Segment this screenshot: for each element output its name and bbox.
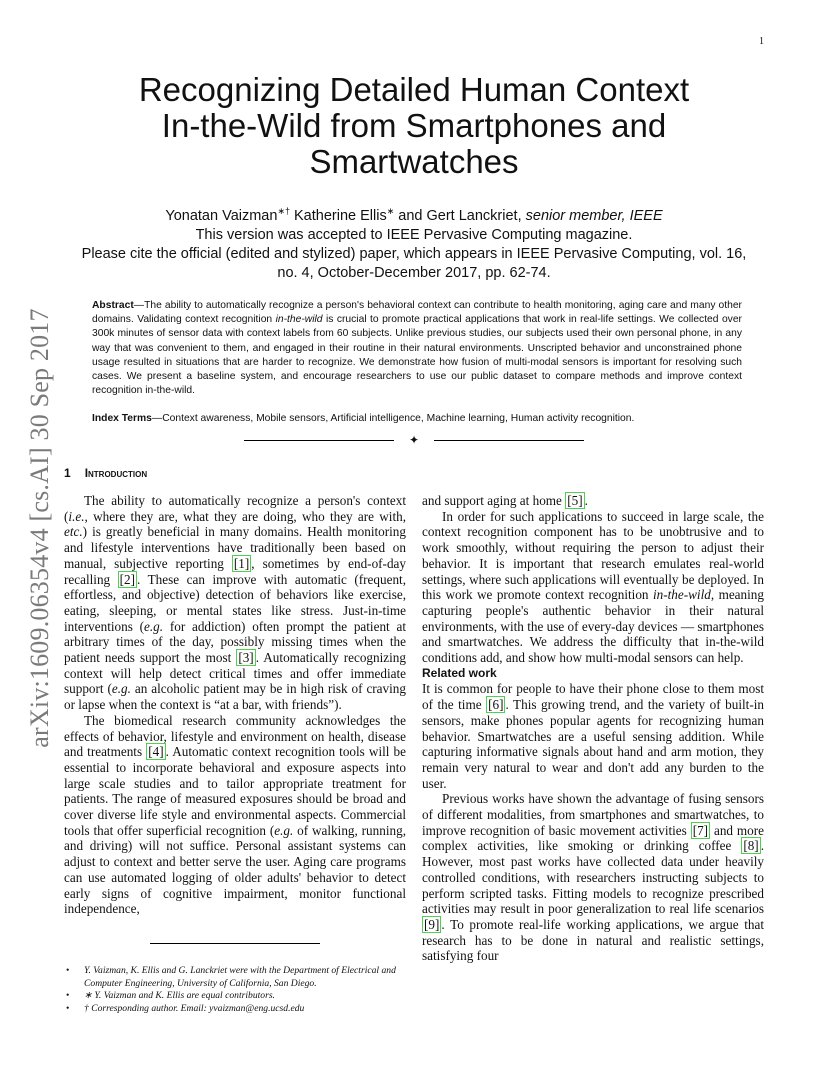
text-span: of walking, running, and driving) will not suffice. Personal assistant systems can adjust to context and better serve the user. Aging care programs can use automated logging of older adults' behavior to detect early signs of cognitive impairment, monitor functional independence, [64, 822, 406, 917]
section-divider [244, 433, 584, 447]
text-span: and more complex activities, like smoking or drinking coffee [422, 822, 764, 854]
acceptance-note: This version was accepted to IEEE Pervasive Computing magazine. [195, 226, 633, 243]
italic-span: i.e. [68, 508, 85, 524]
citation-link[interactable]: [4] [148, 744, 164, 760]
paragraph [64, 493, 406, 713]
text-span: . This growing trend, and the variety of built-in sensors, make phones popular agents for recognizing human behavior. Smartwatches are a useful sensing addition. While capturing informative signals about hand and arm motion, they remain very natural to wear and don't add any burden to the user. [422, 697, 764, 791]
footnote-rule [150, 943, 320, 944]
text-span: . Automatic context recognition tools will be essential to incorporate behavioral and exposure aspects into large scale studies and to tailor appropriate treatment for patients. The range of measured exposures should be broad and cover diverse life style and environmental aspects. Commercial tools that offer superficial recognition ( [64, 744, 406, 838]
abstract [92, 299, 742, 398]
abstract-text-b: is crucial to promote practical applications that work in real-life settings. We collected over 300k minutes of sensor data with context labels from 60 subjects. Unlike previous studies, our subjects used their own personal phone, in any way that was convenient to them, and engaged in their routine in their natural environments. Unscripted behavior and unconstrained phone usage resulted in situations that are harder to recognize. We demonstrate how fusion of multi-modal sensors is important for resolving such cases. We present a baseline system, and encourage researchers to use our public dataset to compare methods and improve context recognition in-the-wild. [92, 314, 742, 397]
divider-diamond-icon: ✦ [408, 433, 420, 447]
right-column [422, 493, 764, 964]
text-span: . To promote real-life working applications, we argue that research has to be done in natural and realistic settings, satisfying four [422, 916, 764, 964]
text-span: Previous works have shown the advantage of fusing sensors of different modalities, from smartphones and smartwatches, to improve recognition of basic movement activities [422, 791, 764, 838]
divider-line-left [244, 440, 394, 441]
footnote-text: † Corresponding author. Email: yvaizman@eng.ucsd.edu [84, 1002, 305, 1014]
bullet-icon: • [66, 1002, 70, 1014]
text-span: ) is greatly beneficial in many domains. Health monitoring and lifestyle interventions have traditionally been based on manual, subjective reporting [64, 524, 406, 571]
text-span: The biomedical research community acknowledges the effects of behavior, lifestyle and environment on health, disease and treatments [64, 712, 406, 760]
index-terms-text: —Context awareness, Mobile sensors, Artificial intelligence, Machine learning, Human activity recognition. [151, 413, 635, 424]
citation-link[interactable]: [8] [743, 838, 759, 854]
paragraph [422, 493, 764, 509]
text-span: for addiction) often prompt the patient at arbitrary times of the day, possibly missing times when the patient needs support the most [64, 618, 406, 666]
index-terms [92, 412, 742, 426]
citation-link[interactable]: [5] [567, 493, 583, 508]
author-1-marks: ∗† [277, 206, 290, 216]
paper-title [90, 72, 738, 180]
text-span: . Automatically recognizing context will help detect critical times and offer immediate support ( [64, 650, 406, 697]
author-1: Yonatan Vaizman [165, 207, 278, 224]
title-line-3: Smartwatches [309, 143, 519, 180]
bullet-icon: • [66, 965, 70, 976]
footnote-text: ∗ Y. Vaizman and K. Ellis are equal contributors. [84, 990, 275, 1002]
text-span: . These can improve with automatic (frequent, effortless, and objective) detection of behaviors like exercise, eating, sleeping, or mental states like stress. Just-in-time interventions ( [64, 571, 406, 634]
section-title: Introduction [84, 466, 148, 480]
text-span: an alcoholic patient may be in high risk of craving or lapse when the context is “at a bar, with friends”). [64, 681, 406, 713]
bullet-icon: • [66, 990, 70, 1002]
text-span: It is common for people to have their phone close to them most of the time [422, 681, 764, 713]
text-span: and support aging at home [422, 493, 566, 508]
footnotes [66, 965, 406, 1015]
text-span: , meaning capturing people's authentic behavior in their natural environments, with the use of every-day devices — smartphones and smartwatches. We address the difficulty that in-the-wild conditions add, and show how multi-modal sensors can help. [422, 587, 764, 666]
cite-note-line-1: Please cite the official (edited and stylized) paper, which appears in IEEE Pervasive Computing, vol. 16, [81, 245, 747, 262]
section-heading [64, 466, 147, 480]
text-span: , where they are, what they are doing, who they are with, [84, 508, 406, 524]
page-number: 1 [759, 36, 764, 47]
section-number: 1 [64, 466, 71, 480]
author-2: Katherine Ellis [289, 207, 387, 224]
text-span: The ability to automatically recognize a person's context ( [64, 493, 406, 524]
italic-span: e.g. [274, 822, 294, 838]
abstract-label: Abstract [92, 300, 134, 311]
footnote [66, 965, 406, 990]
footnote [66, 1003, 406, 1016]
text-span: In order for such applications to succeed in large scale, the context recognition component has to be unobtrusive and to work smoothly, without requiring the person to adjust their behavior. It is important that research emulates real-world settings, where such applications will eventually be deployed. In this work we promote context recognition [422, 508, 764, 603]
paragraph [64, 713, 406, 917]
title-line-1: Recognizing Detailed Human Context [138, 71, 690, 108]
italic-span: e.g. [144, 618, 164, 634]
left-column [64, 493, 406, 917]
footnote-text: Y. Vaizman, K. Ellis and G. Lanckriet were with the Department of Electrical and Computer Engineering, University of California, San Diego. [84, 965, 396, 989]
paragraph [422, 681, 764, 791]
italic-span: in-the-wild [652, 587, 711, 603]
citation-link[interactable]: [1] [233, 555, 250, 571]
footnote [66, 990, 406, 1003]
paragraph [422, 791, 764, 964]
abstract-text-a: —The ability to automatically recognize a person's behavioral context can contribute to health monitoring, aging care and many other domains. Validating context recognition [92, 300, 742, 326]
title-line-2: In-the-Wild from Smartphones and [161, 107, 667, 144]
author-3-role: senior member, IEEE [525, 207, 663, 224]
subsection-heading: Related work [422, 665, 497, 680]
paragraph [422, 509, 764, 666]
citation-link[interactable]: [9] [424, 916, 440, 932]
citation-link[interactable]: [3] [238, 650, 254, 666]
arxiv-stamp-text: arXiv:1609.06354v4 [cs.AI] 30 Sep 2017 [25, 307, 54, 748]
italic-span: etc. [64, 524, 83, 540]
citation-link[interactable]: [7] [692, 822, 709, 838]
citation-link[interactable]: [2] [119, 571, 136, 587]
italic-span: e.g. [111, 681, 131, 697]
author-line [70, 202, 758, 226]
cite-note-line-2: no. 4, October-December 2017, pp. 62-74. [277, 264, 551, 281]
divider-line-right [434, 440, 584, 441]
author-2-marks: ∗ [386, 206, 395, 216]
index-terms-label: Index Terms [92, 413, 152, 424]
arxiv-stamp [25, 295, 54, 760]
text-span: . [584, 493, 588, 508]
author-3: and Gert Lanckriet, [394, 207, 526, 224]
text-span: , sometimes by end-of-day recalling [64, 555, 406, 587]
abstract-italic: in-the-wild [275, 314, 323, 326]
citation-link[interactable]: [6] [488, 697, 504, 713]
author-block [70, 202, 758, 283]
text-span: . However, most past works have collected data under heavily controlled conditions, with researchers instructing subjects to perform scripted tasks. Fitting models to recognize prescribed activities may result in poor generalization to real life scenarios [422, 838, 764, 917]
